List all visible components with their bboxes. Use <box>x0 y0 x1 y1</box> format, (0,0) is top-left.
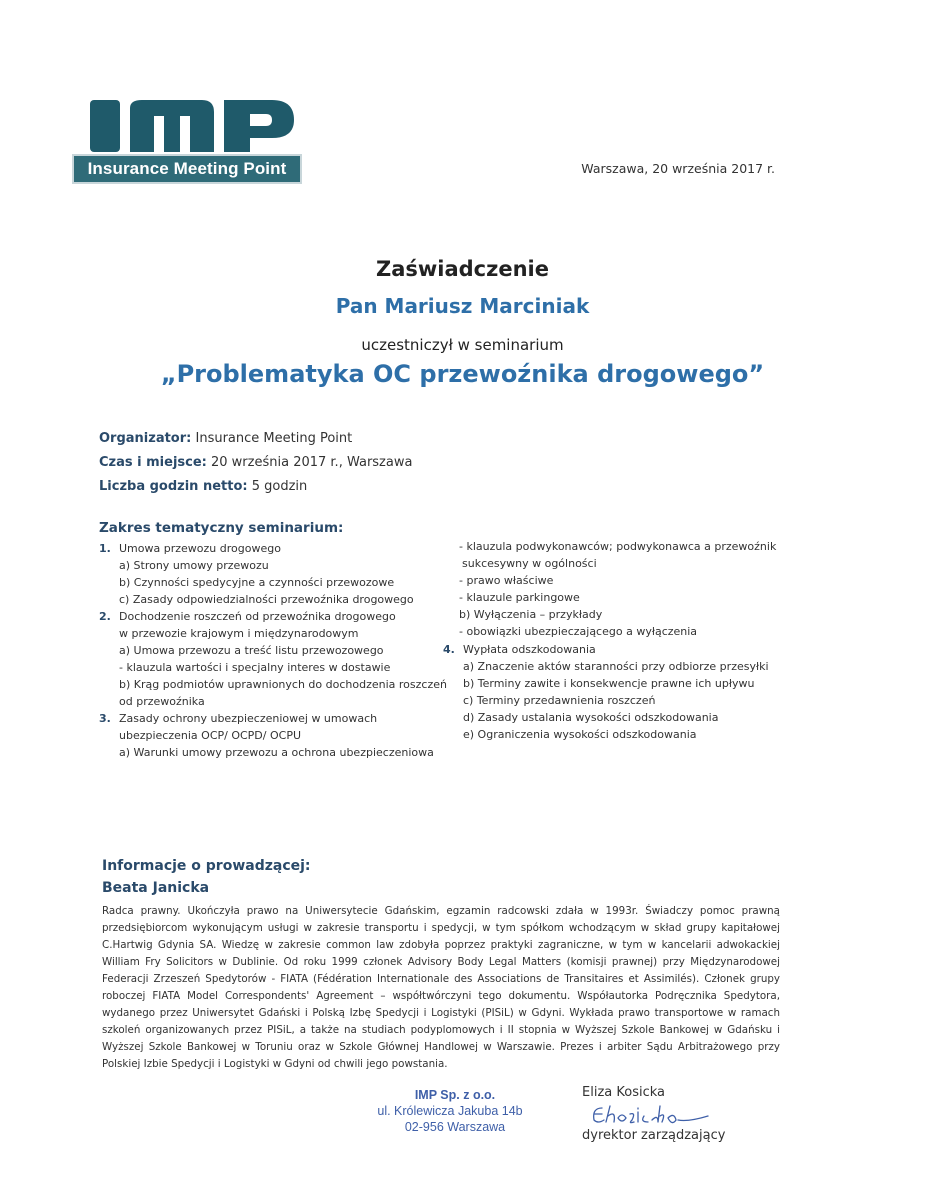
topic-item: Dochodzenie roszczeń od przewoźnika drogowego <box>119 610 396 623</box>
topic-number: 1. <box>99 542 111 555</box>
time-place-value: 20 września 2017 r., Warszawa <box>206 455 413 470</box>
stamp-company: IMP Sp. z o.o. <box>414 1088 496 1102</box>
recipient-name: Pan Mariusz Marciniak <box>335 294 590 318</box>
topic-item: a) Warunki umowy przewozu a ochrona ubezpieczeniowa <box>119 746 434 759</box>
topic-item <box>443 641 455 658</box>
topic-item: e) Ograniczenia wysokości odszkodowania <box>463 728 697 741</box>
time-place-line <box>99 455 412 470</box>
topic-item: d) Zasady ustalania wysokości odszkodowania <box>463 711 719 724</box>
topic-item: b) Krąg podmiotów uprawnionych do dochodzenia roszczeń <box>119 678 447 691</box>
topic-number: 3. <box>99 712 111 725</box>
stamp-city: 02-956 Warszawa <box>404 1120 506 1134</box>
topic-item: a) Strony umowy przewozu <box>119 559 269 572</box>
organizer-line <box>99 431 352 446</box>
topic-item: Wypłata odszkodowania <box>463 643 596 656</box>
topic-item: a) Znaczenie aktów staranności przy odbiorze przesyłki <box>463 660 769 673</box>
time-place-label: Czas i miejsce: <box>99 455 207 470</box>
logo-tagline: Insurance Meeting Point <box>72 154 302 184</box>
topic-item: - klauzula wartości i specjalny interes w dostawie <box>119 661 391 674</box>
topic-item: w przewozie krajowym i międzynarodowym <box>119 627 359 640</box>
topic-item: sukcesywny w ogólności <box>462 557 597 570</box>
instructor-heading: Informacje o prowadzącej: <box>102 858 311 874</box>
topic-item: - klauzula podwykonawców; podwykonawca a przewoźnik <box>459 540 777 553</box>
document-date: Warszawa, 20 września 2017 r. <box>581 161 775 176</box>
topic-item <box>99 710 111 727</box>
organizer-label: Organizator: <box>99 431 192 446</box>
signer-role: dyrektor zarządzający <box>582 1128 726 1143</box>
hours-label: Liczba godzin netto: <box>99 479 248 494</box>
hours-value: 5 godzin <box>247 479 308 494</box>
topic-item: Umowa przewozu drogowego <box>119 542 281 555</box>
topic-item: b) Czynności spedycyjne a czynności przewozowe <box>119 576 395 589</box>
participation-text: uczestniczył w seminarium <box>361 336 564 354</box>
topic-item: b) Wyłączenia – przykłady <box>459 608 603 621</box>
seminar-title: „Problematyka OC przewoźnika drogowego” <box>160 360 765 388</box>
topic-item: - obowiązki ubezpieczającego a wyłączenia <box>459 625 698 638</box>
topic-number: 2. <box>99 610 111 623</box>
imp-logo-letters <box>90 100 294 152</box>
instructor-bio: Radca prawny. Ukończyła prawo na Uniwersytecie Gdańskim, egzamin radcowski zdała w 1993r. Świadczy pomoc prawną przedsiębiorcom wykonującym usługi w zakresie transportu i spedycji, w tym spółkom wchodzącym w skład grupy kapitałowej C.Hartwig Gdynia SA. Wiedzę w zakresie common law zdobyła poprzez praktyki zagraniczne, w tym w kancelarii adwokackiej William Fry Solicitors w Dublinie. Od roku 1999 członek Advisory Body Legal Matters (komisji prawnej) przy Międzynarodowej Federacji Zrzeszeń Spedytorów - FIATA (Fédération Internationale des Associations de Transitaires et Assimilés). Członek grupy roboczej FIATA Model Correspondents' Agreement – współtwórczyni tego dokumentu. Współautorka Podręcznika Spedytora, wydanego przez Uniwersytet Gdański i Polską Izbę Spedycji i Logistyki (PISiL) w Gdyni. Wykłada prawo transportowe w ramach szkoleń organizowanych przez PISiL, a także na studiach podyplomowych i II stopnia w Wyższej Szkole Bankowej w Gdańsku i Wyższej Szkole Bankowej w Toruniu oraz w Szkole Głównej Handlowej w Warszawie. Prezes i arbiter Sądu Arbitrażowego przy Polskiej Izbie Spedycji i Logistyki w Gdyni od chwili jego powstania. <box>102 905 780 1070</box>
signer-name: Eliza Kosicka <box>582 1085 665 1100</box>
topic-item: Zasady ochrony ubezpieczeniowej w umowach <box>119 712 378 725</box>
topic-item: a) Umowa przewozu a treść listu przewozowego <box>119 644 384 657</box>
hours-line <box>99 479 307 494</box>
scope-heading: Zakres tematyczny seminarium: <box>99 520 344 536</box>
topic-item: c) Zasady odpowiedzialności przewoźnika drogowego <box>119 593 414 606</box>
topic-number: 4. <box>443 643 455 656</box>
organizer-value: Insurance Meeting Point <box>191 431 353 446</box>
topic-item: - prawo właściwe <box>459 574 554 587</box>
topic-item <box>99 540 111 557</box>
topic-item: ubezpieczenia OCP/ OCPD/ OCPU <box>119 729 301 742</box>
certificate-title: Zaświadczenie <box>375 257 549 281</box>
instructor-name: Beata Janicka <box>102 880 210 896</box>
topic-item: - klauzule parkingowe <box>459 591 580 604</box>
handwritten-signature <box>588 1100 718 1130</box>
stamp-street: ul. Królewicza Jakuba 14b <box>377 1104 523 1118</box>
topic-item: b) Terminy zawite i konsekwencje prawne ich upływu <box>463 677 755 690</box>
topic-item: c) Terminy przedawnienia roszczeń <box>463 694 656 707</box>
topic-item <box>99 608 111 625</box>
topic-item: od przewoźnika <box>119 695 205 708</box>
